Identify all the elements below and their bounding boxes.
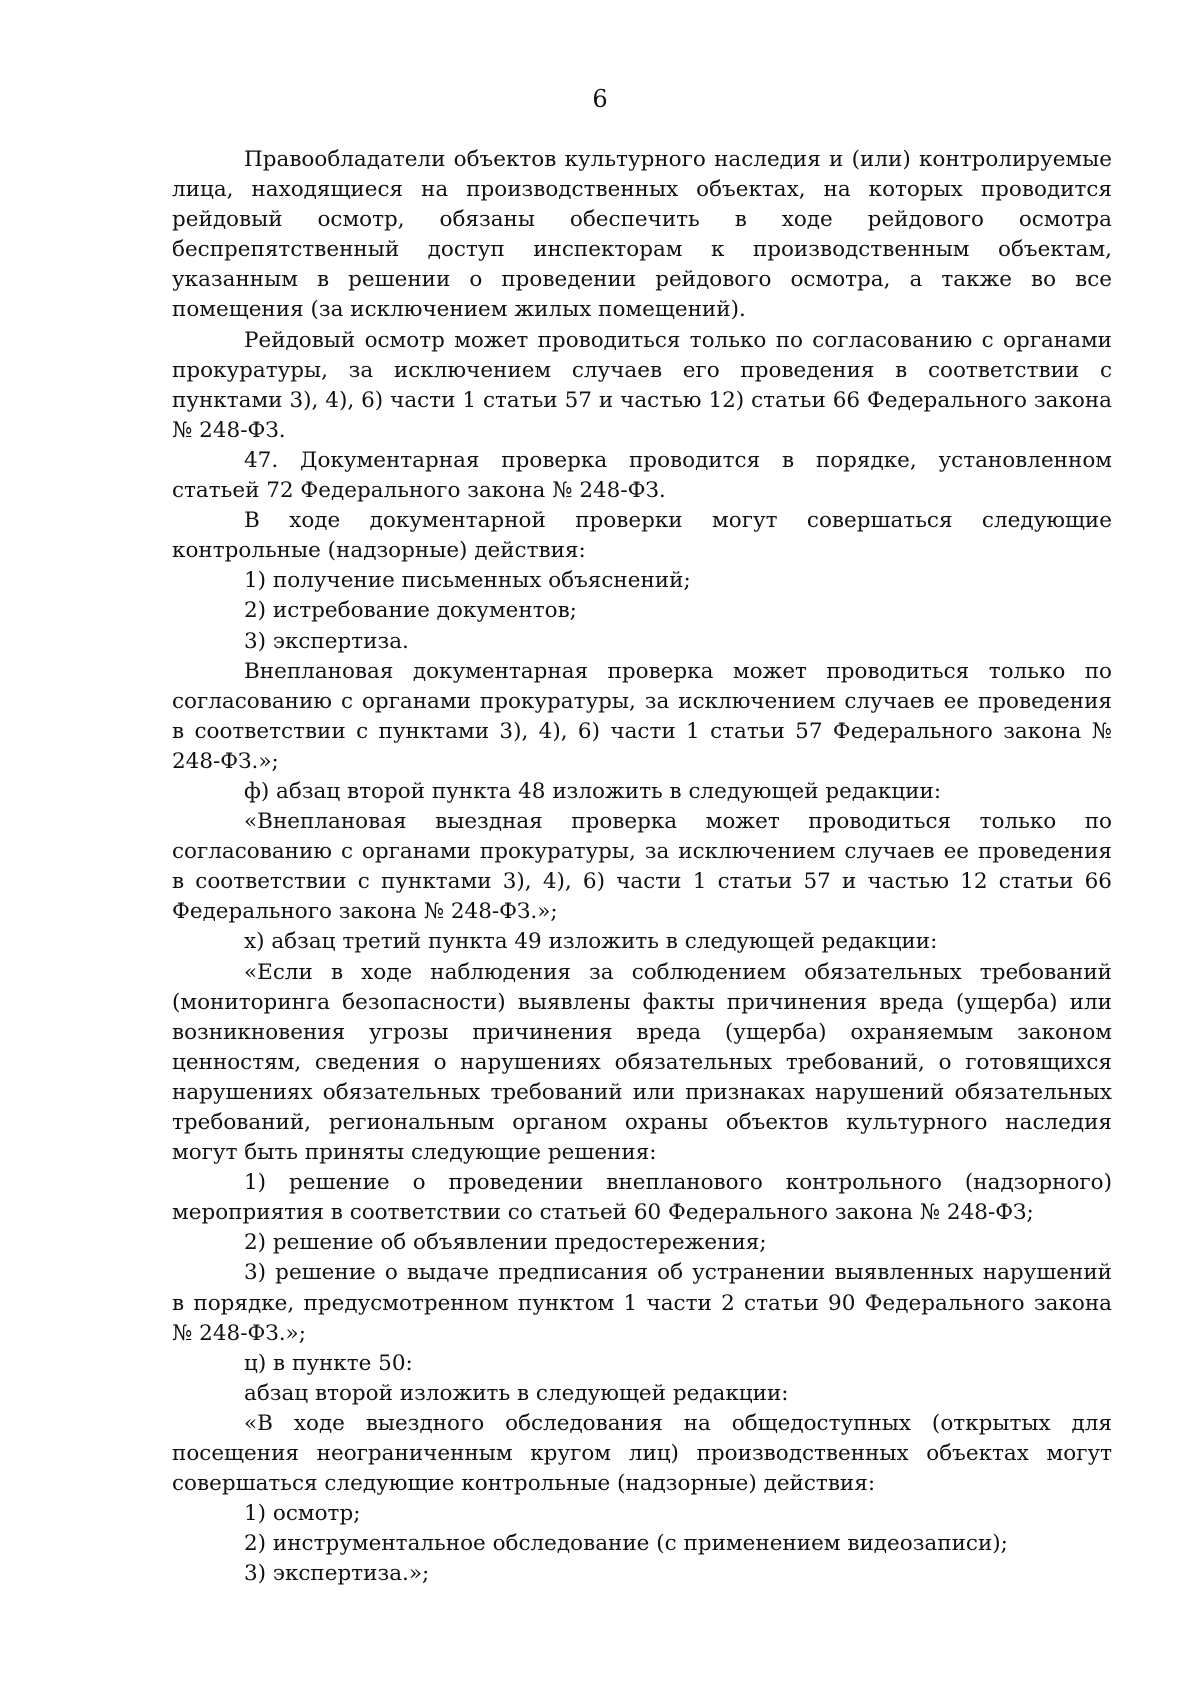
paragraph-amendment-f: ф) абзац второй пункта 48 изложить в следующей редакции: <box>244 778 942 804</box>
list-item-expertise-final: 3) экспертиза.»; <box>244 1561 430 1587</box>
paragraph-monitoring-decisions: «Если в ходе наблюдения за соблюдением обязательных требований (мониторинга безопасности) выявлены факты причинения вреда (ущерба) или возникновения угрозы причинения вреда (ущерба) охраняемым законом ценностям, сведения о нарушениях обязательных требований, о готовящихся нарушениях обязательных требований или признаках нарушений обязательных требований, региональным органом охраны объектов культурного наследия могут быть приняты следующие решения: <box>172 959 1112 1166</box>
list-item-inspection: 1) осмотр; <box>244 1501 361 1527</box>
page-number: 6 <box>592 85 608 113</box>
list-item-expertise: 3) экспертиза. <box>244 628 409 654</box>
paragraph-rights-holders-access: Правообладатели объектов культурного наследия и (или) контролируемые лица, находящиеся на производственных объектах, на которых проводится рейдовый осмотр, обязаны обеспечить в ходе рейдового осмотра беспрепятственный доступ инспекторам к производственным объектам, указанным в решении о проведении рейдового осмотра, а также во все помещения (за исключением жилых помещений). <box>172 147 1112 323</box>
paragraph-amendment-ts: ц) в пункте 50: <box>244 1350 413 1376</box>
paragraph-amendment-kh: х) абзац третий пункта 49 изложить в следующей редакции: <box>244 929 938 955</box>
paragraph-unscheduled-field-check: «Внеплановая выездная проверка может проводиться только по согласованию с органами прокуратуры, за исключением случаев ее проведения в соответствии с пунктами 3), 4), 6) части 1 статьи 57 и частью 12 статьи 66 Федерального закона № 248-ФЗ.»; <box>172 809 1112 925</box>
list-item-written-explanations: 1) получение письменных объяснений; <box>244 568 691 594</box>
list-item-instrumental-survey: 2) инструментальное обследование (с применением видеозаписи); <box>244 1531 1008 1557</box>
paragraph-47-documentary-check: 47. Документарная проверка проводится в порядке, установленном статьей 72 Федерального закона № 248-ФЗ. <box>172 447 1112 504</box>
list-item-document-request: 2) истребование документов; <box>244 598 577 624</box>
document-body <box>172 145 1112 1590</box>
list-item-order-decision: 3) решение о выдаче предписания об устранении выявленных нарушений в порядке, предусмотренном пунктом 1 части 2 статьи 90 Федерального закона № 248-ФЗ.»; <box>172 1260 1112 1346</box>
paragraph-second-subparagraph: абзац второй изложить в следующей редакции: <box>244 1380 789 1406</box>
paragraph-documentary-check-actions: В ходе документарной проверки могут совершаться следующие контрольные (надзорные) действия: <box>172 508 1112 564</box>
list-item-warning-decision: 2) решение об объявлении предостережения; <box>244 1230 767 1256</box>
paragraph-unscheduled-documentary-check: Внеплановая документарная проверка может проводиться только по согласованию с органами прокуратуры, за исключением случаев ее проведения в соответствии с пунктами 3), 4), 6) части 1 статьи 57 Федерального закона № 248-ФЗ.»; <box>172 658 1112 774</box>
paragraph-field-survey-actions: «В ходе выездного обследования на общедоступных (открытых для посещения неограниченным кругом лиц) производственных объектах могут совершаться следующие контрольные (надзорные) действия: <box>172 1410 1112 1497</box>
paragraph-raid-inspection-approval: Рейдовый осмотр может проводиться только по согласованию с органами прокуратуры, за исключением случаев его проведения в соответствии с пунктами 3), 4), 6) части 1 статьи 57 и частью 12) статьи 66 Федерального закона № 248-ФЗ. <box>172 327 1112 443</box>
list-item-unscheduled-event-decision: 1) решение о проведении внепланового контрольного (надзорного) мероприятия в соответствии со статьей 60 Федерального закона № 248-ФЗ; <box>172 1170 1112 1226</box>
